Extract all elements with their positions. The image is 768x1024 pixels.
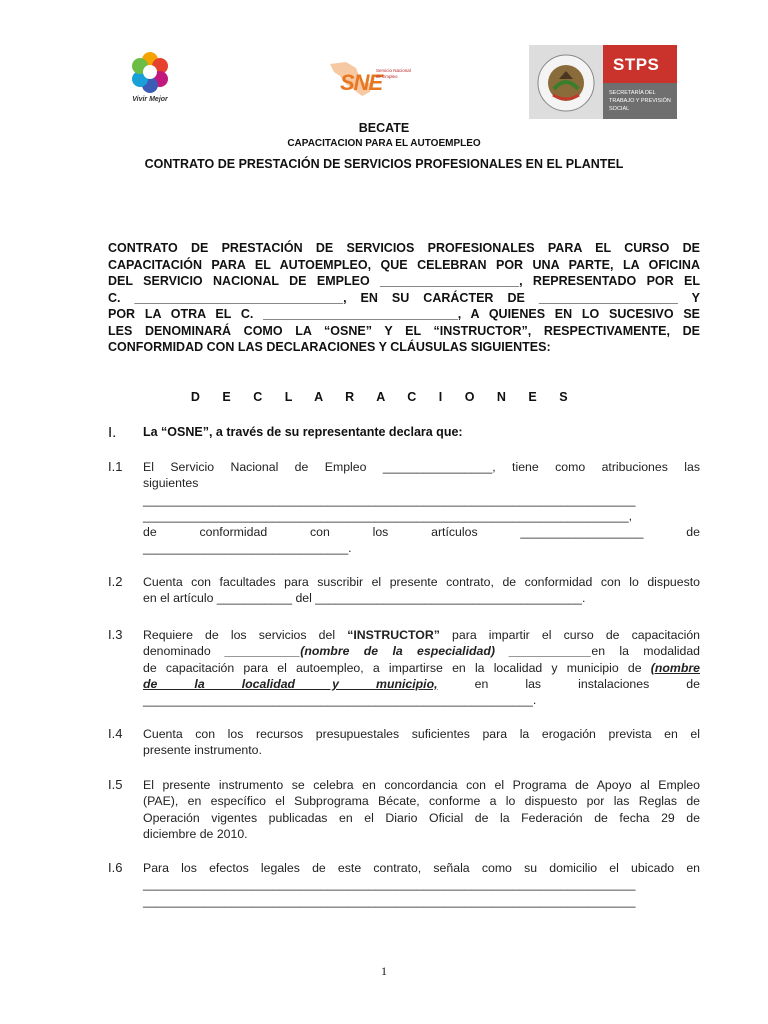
intro-line: POR LA OTRA EL C. ____________________________, A QUIENES EN LO SUCESIVO SE: [108, 307, 700, 321]
vivir-mejor-caption: Vivir Mejor: [132, 96, 168, 103]
clause-line: _________________________________________________________.: [143, 693, 537, 708]
page-number: 1: [381, 964, 387, 978]
declarations-title: D E C L A R A C I O N E S: [190, 390, 578, 404]
clause-line: [143, 676, 700, 692]
clause-line: Operación vigentes publicadas en el Diario Oficial de la Federación de fecha 29 de: [143, 810, 700, 825]
text-run: en las instalaciones de: [437, 676, 700, 691]
locality-placeholder: de la localidad y municipio,: [143, 676, 438, 691]
clause-line: ______________________________.: [143, 541, 352, 556]
contract-title: CONTRATO DE PRESTACIÓN DE SERVICIOS PROFESIONALES EN EL PLANTEL: [144, 157, 624, 171]
clause-line: Cuenta con facultades para suscribir el presente contrato, de conformidad con lo dispuesto: [143, 575, 700, 589]
section-number: I.: [108, 424, 117, 441]
intro-line: CONTRATO DE PRESTACIÓN DE SERVICIOS PROFESIONALES PARA EL CURSO DE: [108, 241, 700, 255]
clause-line: de conformidad con los artículos __________________ de: [143, 525, 700, 540]
mexican-seal-area: [529, 45, 603, 119]
clause-line: [143, 643, 700, 659]
flower-icon: [120, 50, 180, 96]
osne-wordmark: SNE: [340, 70, 383, 95]
text-run: Requiere de los servicios del: [143, 628, 348, 642]
clause-number: I.6: [108, 860, 123, 875]
intro-line: DEL SERVICIO NACIONAL DE EMPLEO ____________________, REPRESENTADO POR EL: [108, 274, 700, 288]
clause-6: [143, 860, 700, 909]
clause-3: [143, 627, 700, 708]
osne-logo: [326, 58, 416, 102]
clause-line: ________________________________________________________________________: [143, 893, 636, 908]
contract-intro: [108, 240, 700, 356]
intro-line: LES DENOMINARÁ COMO LA “OSNE” Y EL “INSTRUCTOR”, RESPECTIVAMENTE, DE: [108, 323, 700, 338]
osne-subtitle: Servicio Nacional de Empleo: [376, 68, 411, 79]
text-run: para impartir el curso de capacitación: [439, 628, 700, 642]
clause-number: I.5: [108, 777, 123, 792]
program-title: BECATE: [358, 121, 410, 135]
eagle-seal-icon: [529, 45, 603, 119]
clause-line: ________________________________________________________________________: [143, 492, 636, 507]
clause-2: [143, 574, 700, 607]
clause-5: [143, 777, 700, 842]
clause-1: [143, 459, 700, 557]
vivir-mejor-logo: [120, 50, 190, 110]
clause-line: El Servicio Nacional de Empleo ________________, tiene como atribuciones las: [143, 460, 700, 474]
clause-4: [143, 726, 700, 759]
text-run: de capacitación para el autoempleo, a impartirse en la localidad y municipio de: [143, 660, 651, 675]
clause-number: I.4: [108, 726, 123, 741]
clause-number: I.2: [108, 574, 123, 589]
clause-line: Cuenta con los recursos presupuestales suficientes para la erogación prevista en el: [143, 727, 700, 741]
intro-line: CAPACITACIÓN PARA EL AUTOEMPLEO, QUE CELEBRAN POR UNA PARTE, LA OFICINA: [108, 257, 700, 272]
clause-line: siguientes: [143, 476, 199, 491]
intro-line: CONFORMIDAD CON LAS DECLARACIONES Y CLÁUSULAS SIGUIENTES:: [108, 340, 551, 354]
clause-line: ________________________________________________________________________: [143, 877, 636, 892]
clause-line: El presente instrumento se celebra en concordancia con el Programa de Apoyo al Empleo: [143, 778, 700, 792]
clause-number: I.3: [108, 627, 123, 642]
text-run: denominado: [143, 644, 226, 659]
text-run: en la modalidad: [591, 644, 701, 659]
clause-line: en el artículo ___________ del _______________________________________.: [143, 591, 586, 606]
clause-line: _______________________________________________________________________,: [143, 508, 632, 523]
stps-wordmark: STPS: [613, 55, 660, 74]
clause-line: diciembre de 2010.: [143, 826, 248, 841]
intro-line: C. ______________________________, EN SU CARÁCTER DE ____________________ Y: [108, 290, 700, 305]
stps-logo: [529, 45, 677, 119]
instructor-term: “INSTRUCTOR”: [347, 628, 440, 642]
clause-line: presente instrumento.: [143, 743, 262, 758]
clause-line: Para los efectos legales de este contrato, señala como su domicilio el ubicado en: [143, 861, 700, 875]
subprogram-title: CAPACITACION PARA EL AUTOEMPLEO: [287, 138, 481, 149]
clause-line: [143, 660, 700, 676]
locality-placeholder: (nombre: [650, 660, 700, 675]
section-title: La “OSNE”, a través de su representante declara que:: [143, 425, 463, 439]
specialty-placeholder: ___________(nombre de la especialidad) ____________: [225, 644, 592, 659]
clause-line: [143, 627, 700, 643]
clause-number: I.1: [108, 459, 123, 474]
clause-line: (PAE), en específico el Subprograma Bécate, conforme a lo dispuesto por las Reglas de: [143, 794, 700, 809]
stps-subtitle: SECRETARÍA DEL TRABAJO Y PREVISIÓN SOCIAL: [609, 90, 671, 112]
